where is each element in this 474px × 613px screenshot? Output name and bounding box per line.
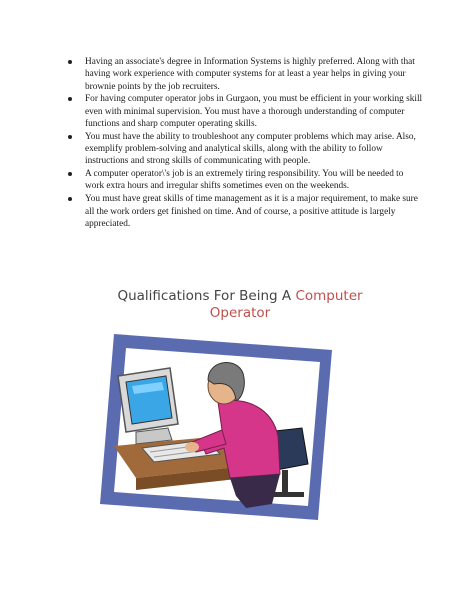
figure-title-part: Qualifications For Being A — [117, 288, 296, 304]
list-item-text: You must have the ability to troubleshoot any computer problems which may arise. Also, exemplify problem-solving and analytical skills, along with the ability to follow instructions and strong skills of communicating with people. — [85, 131, 416, 167]
monitor-screen — [126, 376, 172, 424]
list-item-text: A computer operator\'s job is an extremely tiring responsibility. You will be needed to work extra hours and irregular shifts sometimes even on the weekends. — [85, 169, 404, 192]
bullet-icon — [68, 172, 72, 176]
list-item — [66, 193, 424, 230]
list-item-text: Having an associate's degree in Information Systems is highly preferred. Along with that having work experience with computer systems for at least a year helps in giving your brownie points by the job recruiters. — [85, 57, 415, 92]
qualifications-list — [66, 56, 424, 231]
figure-title-accent: Computer — [295, 288, 363, 304]
figure-title-accent: Operator — [209, 305, 271, 321]
figure-title — [60, 288, 420, 322]
list-item-text: You must have great skills of time management as it is a major requirement, to make sure all the work orders get finished on time. And of course, a positive attitude is largely appreciated. — [85, 194, 418, 229]
computer-operator-clipart-icon — [96, 328, 336, 524]
bullet-icon — [68, 197, 72, 201]
list-item — [66, 56, 424, 93]
list-item — [66, 168, 424, 193]
list-item — [66, 131, 424, 168]
list-item — [66, 93, 424, 130]
operator-hand — [185, 442, 199, 452]
list-item-text: For having computer operator jobs in Gurgaon, you must be efficient in your working skill even with minimal supervision. You must have a thorough understanding of computer functions and sharp computer operating skills. — [85, 94, 423, 129]
bullet-icon — [68, 97, 72, 101]
bullet-icon — [68, 60, 72, 64]
bullet-icon — [68, 135, 72, 139]
